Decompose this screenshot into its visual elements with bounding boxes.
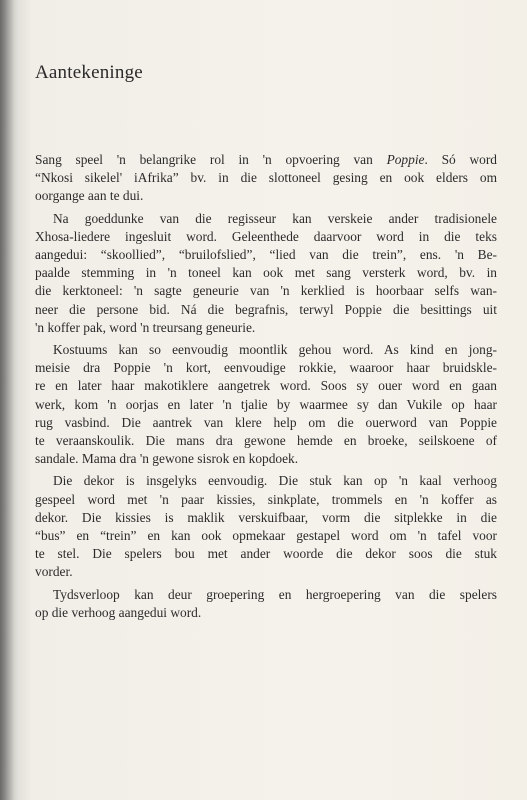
text-line: Tydsverloop kan deur groepering en hergroepering van die spelers (53, 586, 497, 602)
text-line: Sang speel 'n belangrike rol in 'n opvoering van Poppie. Só word (35, 152, 497, 167)
page-heading: Aantekeninge (35, 62, 143, 83)
text-line: rug vasbind. Die aantrek van klere help om die ouerword van Poppie (35, 414, 497, 430)
text-line: paalde stemming in 'n toneel kan ook met sang versterk word, bv. in (35, 265, 497, 281)
paragraph-song (35, 151, 497, 206)
text-line: re en later haar makotiklere aangetrek word. Soos sy ouer word en gaan (35, 378, 497, 394)
text-line: oorgange aan te dui. (35, 188, 144, 204)
text-line: sandale. Mama dra 'n gewone sisrok en kopdoek. (35, 451, 299, 467)
text-line: die kerktoneel: 'n sagte geneurie van 'n kerklied is hoorbaar selfs wan- (35, 283, 497, 299)
text-line: “bus” en “trein” en kan ook opmekaar gestapel word om 'n tafel voor (35, 528, 497, 544)
text-line: Na goeddunke van die regisseur kan verskeie ander tradisionele (53, 210, 497, 226)
text-line: 'n koffer pak, word 'n treursang geneurie. (35, 319, 256, 335)
paragraph-liedere (35, 210, 497, 337)
text-line: aangedui: “skoollied”, “bruilofslied”, “lied van die trein”, ens. 'n Be- (35, 247, 497, 263)
text-line: “Nkosi sikelel' iAfrika” bv. in die slottoneel gesing en ook elders om (35, 170, 497, 186)
paragraph-dekor (35, 472, 497, 581)
text-line: te veraanskoulik. Die mans dra gewone hemde en broeke, seilskoene of (35, 433, 497, 449)
text-line: vorder. (35, 564, 73, 580)
text-line: meisie dra Poppie 'n kort, eenvoudige rokkie, waaroor haar bruidskle- (35, 360, 497, 376)
text-line: Die dekor is insgelyks eenvoudig. Die stuk kan op 'n kaal verhoog (53, 473, 497, 489)
paragraph-tydsverloop (35, 586, 497, 622)
text-line: op die verhoog aangedui word. (35, 604, 202, 620)
text-line: Kostuums kan so eenvoudig moontlik gehou word. As kind en jong- (53, 342, 497, 358)
text-line: dekor. Die kissies is maklik verskuifbaar, vorm die sitplekke in die (35, 509, 497, 525)
text-line: neer die persone bid. Ná die begrafnis, terwyl Poppie die besittings uit (35, 301, 497, 317)
text-line: werk, kom 'n oorjas en later 'n tjalie by waarmee sy dan Vukile op haar (35, 396, 497, 412)
paragraph-kostuums (35, 341, 497, 468)
text-line: Xhosa-liedere ingesluit word. Geleenthede daarvoor word in die teks (35, 228, 497, 244)
spine-shadow (0, 0, 14, 800)
text-line: te stel. Die spelers bou met ander woorde die dekor soos die stuk (35, 546, 497, 562)
body-text (35, 151, 497, 626)
text-line: gespeel word met 'n paar kissies, sinkplate, trommels en 'n koffer as (35, 491, 497, 507)
